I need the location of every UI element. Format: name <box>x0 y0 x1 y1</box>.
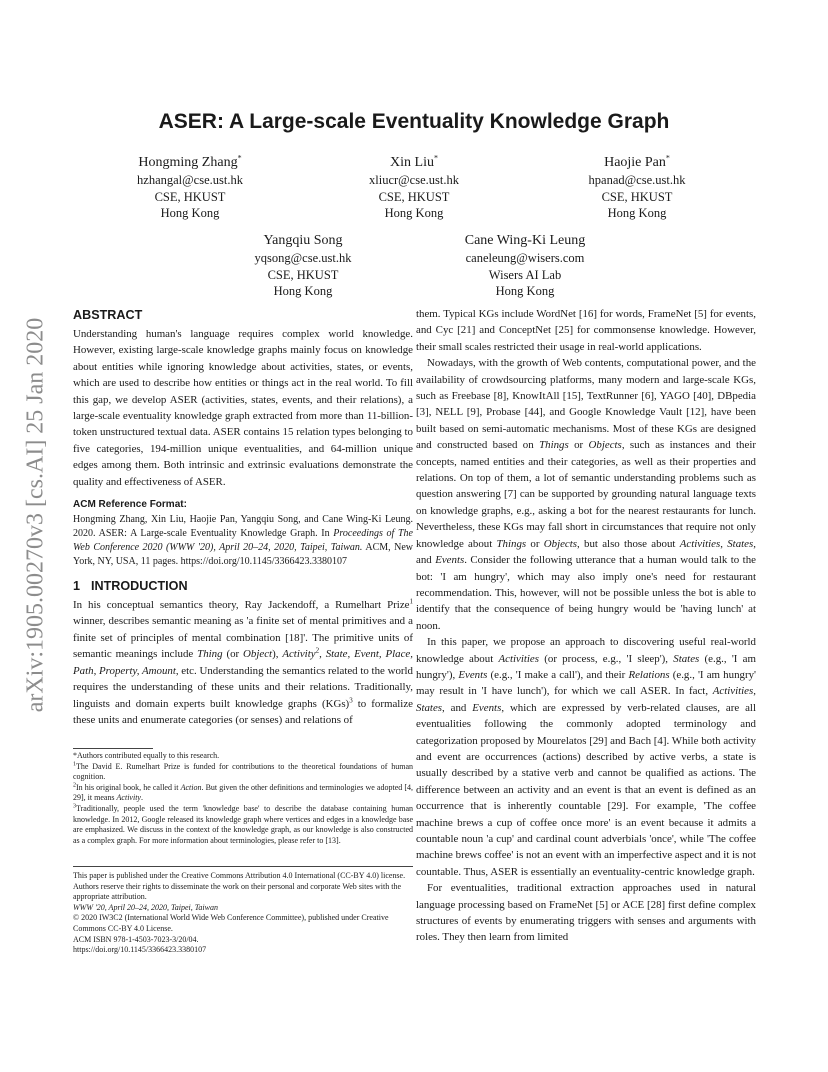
acm-reference-heading: ACM Reference Format: <box>73 499 187 511</box>
author-email: yqsong@cse.ust.hk <box>254 251 352 265</box>
license-rule <box>73 866 413 867</box>
license-copyright: © 2020 IW3C2 (International World Wide Web Conference Committee), published under Creative Commons CC-BY 4.0 License. <box>73 913 389 933</box>
author-block <box>188 231 418 300</box>
author-dept: CSE, HKUST <box>601 189 673 204</box>
author-email: xliucr@cse.ust.hk <box>369 173 459 187</box>
intro-paragraph: In his conceptual semantics theory, Ray Jackendoff, a Rumelhart Prize$^1$ winner, describes semantic meaning as 'a finite set of mental primitives and a finite set of principles of mental combination [18]'. The primitive units of semantic meanings include Thing (or Object), Activity$^2$, State, Event, Place, Path, Property, Amount, etc. Understanding the semantics related to the world requires the understanding of these units and their relations. Traditionally, linguists and domain experts built knowledge graphs (KGs)$^3$ to formalize these units and enumerate categories (or senses) and relations of <box>73 597 414 726</box>
footnotes <box>73 748 413 846</box>
right-column <box>416 306 756 946</box>
paper-title: ASER: A Large-scale Eventuality Knowledge Graph <box>158 110 670 133</box>
license-doi[interactable]: https://doi.org/10.1145/3366423.3380107 <box>73 945 207 955</box>
license-isbn: ACM ISBN 978-1-4503-7023-3/20/04. <box>73 934 199 944</box>
author-email: hzhangal@cse.ust.hk <box>137 173 243 187</box>
arxiv-stamp: arXiv:1905.00270v3 [cs.AI] 25 Jan 2020 <box>22 317 49 713</box>
abstract-text: Understanding human's language requires complex world knowledge. However, existing large-scale knowledge graphs mainly focus on knowledge about entities while ignoring knowledge about activities, states, or events, which are used to describe how entities or things act in the real world. To fill this gap, we develop ASER (activities, states, events, and their relations), a large-scale eventuality knowledge graph extracted from more than 11-billion-token unstructured textual data. ASER contains 15 relation types belonging to five categories, 194-million unique eventualities, and 64-million unique edges among them. Both intrinsic and extrinsic evaluations demonstrate the quality and effectiveness of ASER. <box>73 328 413 488</box>
footnote-star: *Authors contributed equally to this research. <box>73 751 220 760</box>
acm-reference-text: Hongming Zhang, Xin Liu, Haojie Pan, Yangqiu Song, and Cane Wing-Ki Leung. 2020. ASER: A Large-scale Eventuality Knowledge Graph. In Proceedings of The Web Conference 2020 (WWW '20), April 20–24, 2020, Taipei, Taiwan. ACM, New York, NY, USA, 11 pages. https://doi.org/10.1145/3366423.3380107 <box>73 514 414 568</box>
body-paragraph: In this paper, we propose an approach to discovering useful real-world knowledge about Activities (or process, e.g., 'I sleep'), States (e.g., 'I am hungry'), Events (e.g., 'I make a call'), and their Relations (e.g., 'I am hungry' may result in 'I have lunch'), for which we call ASER. In fact, Activities, States, and Events, which are expressed by verb-related clauses, are all eventualities following the commonly adopted terminology and categorization proposed by Mourelatos [29] and Bach [4]. While both activity and event are occurrences (actions) described by active verbs, a state is usually described by a stative verb and cannot be qualified as actions. The difference between an activity and an event is that an event is defined as an occurrence that is inherently countable [29]. For example, 'The coffee machine brews a cup of coffee once more' is an event because it admits a countable noun 'a cup' and cardinal count adverbials 'once', while 'The coffee machine brews coffee' is not an event with an imperfective aspect and it is not countable. Thus, ASER is essentially an eventuality-centric knowledge graph. <box>416 636 756 878</box>
author-name: Hongming Zhang <box>138 155 238 170</box>
author-name: Xin Liu <box>390 155 434 170</box>
author-block: Xin Liu* xliucr@cse.ust.hk CSE, HKUST Hong Kong <box>299 153 529 222</box>
author-block: Hongming Zhang* hzhangal@cse.ust.hk CSE, HKUST Hong Kong <box>75 153 305 222</box>
author-location: Hong Kong <box>384 206 444 220</box>
author-location: Hong Kong <box>160 206 220 220</box>
author-name: Yangqiu Song <box>263 233 343 248</box>
author-location: Hong Kong <box>495 284 555 298</box>
footnote-2: $^2$In his original book, he called it Action. But given the other definitions and terminologies we adopted [4, 29], it means Activity. <box>73 782 414 803</box>
license-block <box>73 866 413 956</box>
author-email: caneleung@wisers.com <box>465 251 585 265</box>
author-name: Haojie Pan <box>604 155 666 170</box>
footnote-1: $^1$The David E. Rumelhart Prize is funded for contributions to the theoretical foundations of human cognition. <box>73 760 413 782</box>
body-paragraph: For eventualities, traditional extraction approaches used in natural language processing based on FrameNet [5] or ACE [28] first define complex structures of events by enumerating triggers with senses and arguments with roles. They then learn from limited <box>416 882 756 944</box>
license-venue: WWW '20, April 20–24, 2020, Taipei, Taiwan <box>73 902 218 912</box>
author-name: Cane Wing-Ki Leung <box>464 233 586 248</box>
author-dept: CSE, HKUST <box>267 267 339 282</box>
author-location: Hong Kong <box>273 284 333 298</box>
footnote-rule <box>73 748 153 749</box>
body-paragraph: them. Typical KGs include WordNet [16] for words, FrameNet [5] for events, and Cyc [21] and ConceptNet [25] for commonsense knowledge. However, their small scales restricted their usage in real-world applications. <box>416 308 756 353</box>
author-dept: Wisers AI Lab <box>488 267 562 282</box>
left-column <box>73 306 413 728</box>
license-text: This paper is published under the Creative Commons Attribution 4.0 International (CC-BY 4.0) license. Authors reserve their rights to disseminate the work on their personal and corporate Web sites with the appropriate attribution. <box>73 871 406 902</box>
author-email: hpanad@cse.ust.hk <box>588 173 686 187</box>
author-dept: CSE, HKUST <box>378 189 450 204</box>
author-block <box>410 231 640 300</box>
body-paragraph: Nowadays, with the growth of Web contents, computational power, and the availability of crowdsourcing platforms, many modern and large-scale KGs, such as Freebase [8], KnowItAll [15], TextRunner [6], YAGO [40], DBpedia [3], NELL [9], Probase [44], and Google Knowledge Vault [12], have been built based on semi-automatic mechanisms. Most of these KGs are designed and constructed based on Things or Objects, such as instances and their concepts, named entities and their categories, as well as their properties and relations. On top of them, a lot of semantic understanding problems such as question answering [7] can be supported by grounding natural language texts on knowledge graphs, e.g., asking a bot for the nearest restaurants for lunch. Nevertheless, these KGs may fall short in circumstances that require not only knowledge about Things or Objects, but also those about Activities, States, and Events. Consider the following utterance that a human would talk to the bot: 'I am hungry', which may also imply one's need for restaurant recommendation. This, however, will not be possible unless the bot is able to identify that the consequence of being hungry would be 'having lunch' at noon. <box>416 357 756 632</box>
author-location: Hong Kong <box>607 206 667 220</box>
author-block: Haojie Pan* hpanad@cse.ust.hk CSE, HKUST Hong Kong <box>522 153 752 222</box>
footnote-3: $^3$Traditionally, people used the term 'knowledge base' to describe the database containing human knowledge. In 2012, Google released its knowledge graph where vertices and edges in a knowledge base are emphasized. We discuss in the context of the knowledge graph, as our knowledge is also constructed as a complex graph. For more information about terminologies, please refer to [13]. <box>73 803 413 845</box>
author-dept: CSE, HKUST <box>154 189 226 204</box>
abstract-heading: ABSTRACT <box>73 308 143 322</box>
section-heading-introduction: 1 INTRODUCTION <box>73 579 188 594</box>
